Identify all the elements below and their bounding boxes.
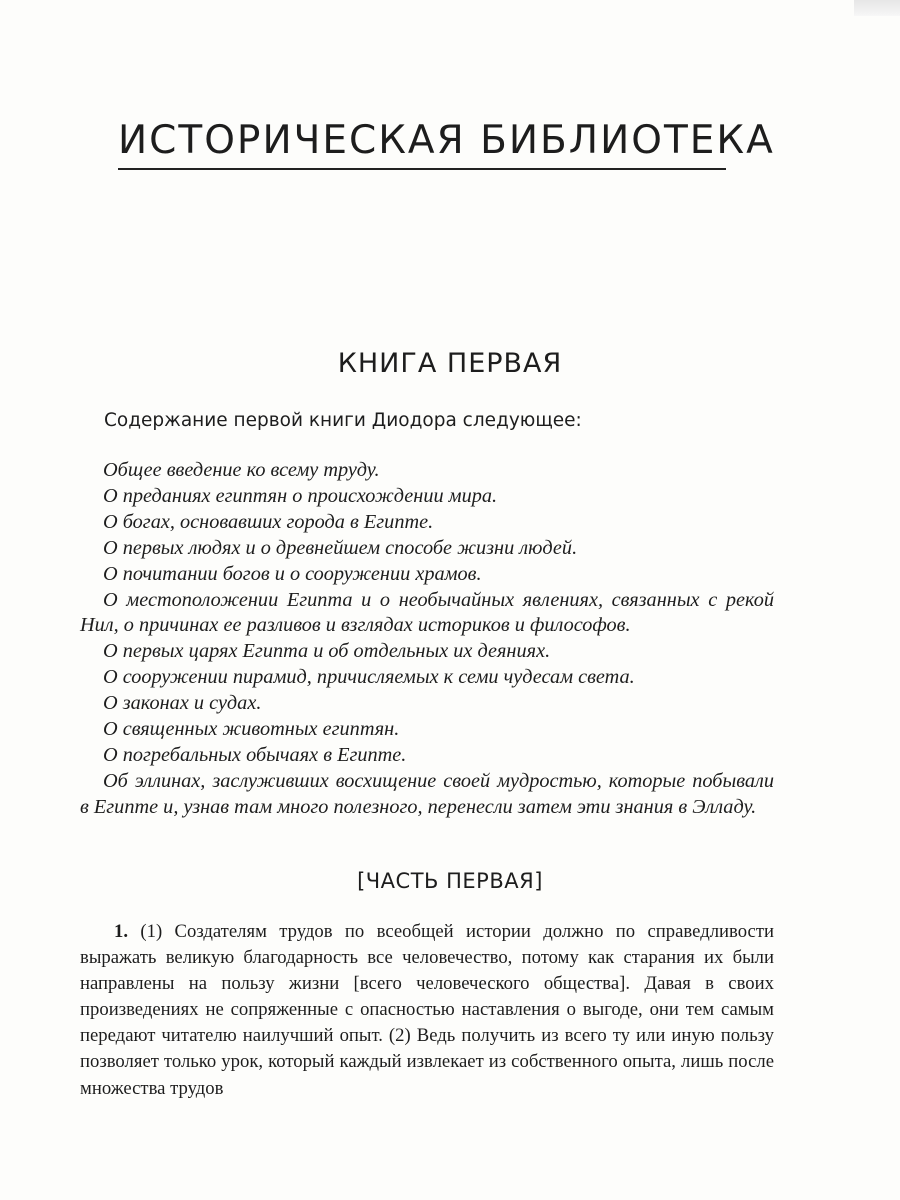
body-paragraph — [80, 919, 774, 1102]
contents-item: О почитании богов и о сооружении храмов. — [103, 562, 482, 585]
contents-item: О сооружении пирамид, причисляемых к семи чудесам света. — [103, 666, 635, 689]
contents-item: О первых людях и о древнейшем способе жизни людей. — [103, 536, 578, 559]
contents-item: О преданиях египтян о происхождении мира. — [103, 484, 498, 507]
section-number: 1. — [114, 921, 129, 942]
contents-item: О священных животных египтян. — [103, 718, 400, 741]
contents-item: Об эллинах, заслуживших восхищение своей мудростью, которые побывали в Египте и, узнав там много полезного, перенесли затем эти знания в Элладу. — [80, 769, 774, 818]
title-block — [118, 118, 775, 170]
contents-item: О законах и судах. — [103, 692, 262, 715]
contents-item: О местоположении Египта и о необычайных явлениях, связанных с рекой Нил, о причинах ее разливов и взглядах историков и философов. — [80, 588, 774, 637]
contents-intro: Содержание первой книги Диодора следующее: — [104, 410, 582, 431]
part-title: [ЧАСТЬ ПЕРВАЯ] — [357, 869, 543, 893]
contents-list — [80, 458, 774, 821]
contents-item: О богах, основавших города в Египте. — [103, 510, 434, 533]
contents-item: Общее введение ко всему труду. — [103, 459, 380, 481]
contents-item: О погребальных обычаях в Египте. — [103, 743, 407, 766]
title-underline — [118, 168, 726, 170]
book-title: КНИГА ПЕРВАЯ — [337, 348, 563, 379]
section-text: (1) Создателям трудов по всеобщей истории должно по справедливости выражать великую благодарность все человечество, потому как старания их были направлены на пользу жизни [всего человеческого общества]. Давая в своих произведениях не сопряженные с опасностью наставления о выгоде, они тем самым передают читателю наилучший опыт. (2) Ведь получить из всего ту или иную пользу позволяет только урок, который каждый извлекает из собственного опыта, лишь после множества трудов — [80, 921, 774, 1099]
contents-item: О первых царях Египта и об отдельных их деяниях. — [103, 640, 551, 663]
page-title: ИСТОРИЧЕСКАЯ БИБЛИОТЕКА — [118, 118, 775, 163]
scan-corner-shadow — [854, 0, 900, 16]
